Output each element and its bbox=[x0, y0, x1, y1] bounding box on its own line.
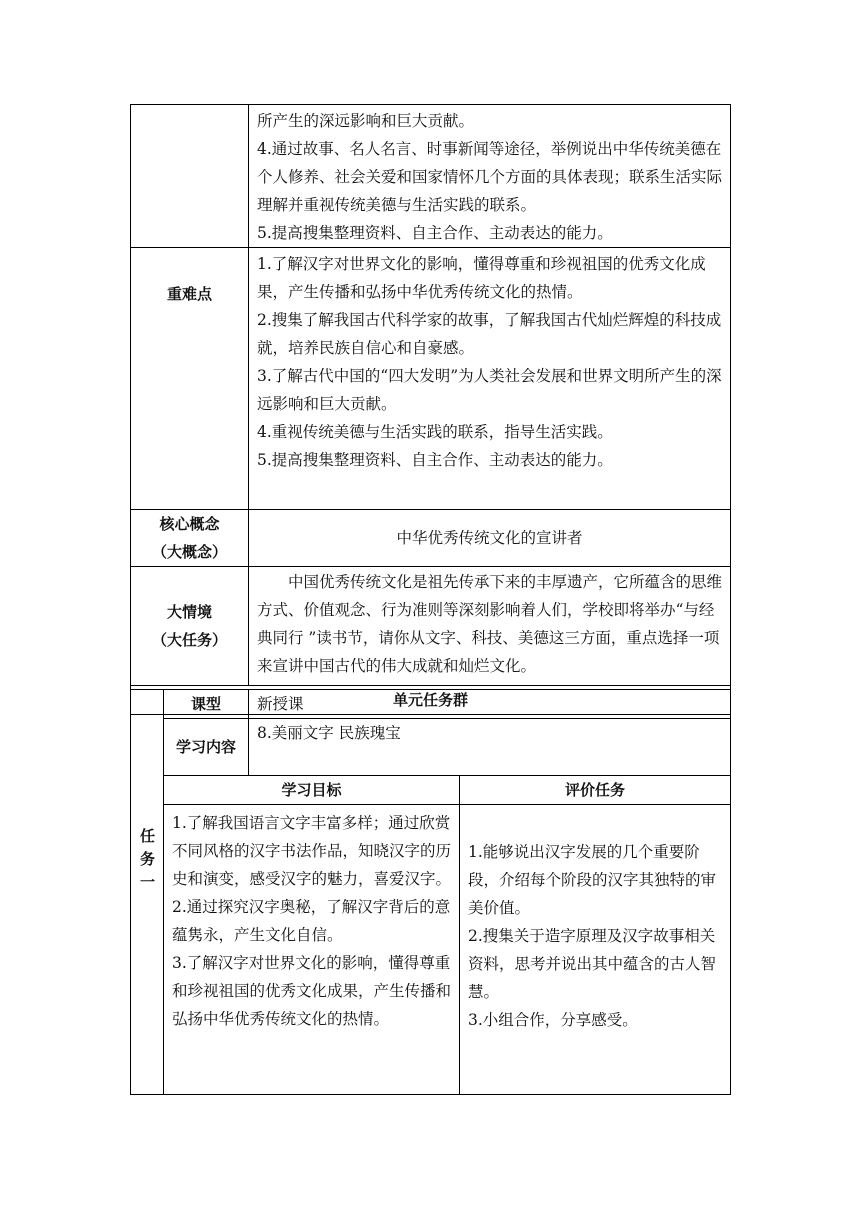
paragraph: 5.提高搜集整理资料、自主合作、主动表达的能力。 bbox=[257, 224, 613, 242]
big-context-text: 中国优秀传统文化是祖先传承下来的丰厚遗产，它所蕴含的思维方式、价值观念、行为准则等深刻影响着人们，学校即将举办“与经典同行 ”读书节，请你从文字、科技、美德这三方面，重点选择一项来宣讲中国古代的伟大成就和灿烂文化。 bbox=[249, 567, 731, 686]
big-context-label: 大情境 （大任务） bbox=[131, 567, 249, 686]
eval-item: 1.能够说出汉字发展的几个重要阶段，介绍每个阶段的汉字其独特的审美价值。 bbox=[468, 842, 717, 917]
paragraph: 所产生的深远影响和巨大贡献。 bbox=[257, 112, 475, 130]
paragraph: 4.重视传统美德与生活实践的联系，指导生活实践。 bbox=[257, 423, 613, 441]
lesson-type-value: 新授课 bbox=[249, 690, 731, 719]
learning-goals-header: 学习目标 bbox=[164, 776, 460, 805]
core-concept-row bbox=[131, 510, 731, 567]
task-one-header-row bbox=[131, 776, 731, 805]
paragraph: 5.提高搜集整理资料、自主合作、主动表达的能力。 bbox=[257, 451, 613, 469]
paragraph: 4.通过故事、名人名言、时事新闻等途径，举例说出中华传统美德在个人修养、社会关爱和国家情怀几个方面的具体表现；联系生活实际理解并重视传统美德与生活实践的联系。 bbox=[257, 140, 723, 214]
goal-item: 1.了解我国语言文字丰富多样；通过欣赏不同风格的汉字书法作品，知晓汉字的历史和演变，感受汉字的魅力，喜爱汉字。 bbox=[172, 814, 452, 888]
learning-content-value: 8.美丽文字 民族瑰宝 bbox=[249, 719, 731, 776]
objectives-continued-row bbox=[131, 105, 731, 248]
core-concept-value: 中华优秀传统文化的宣讲者 bbox=[249, 510, 731, 567]
eval-item: 3.小组合作，分享感受。 bbox=[468, 1010, 638, 1029]
paragraph: 1.了解汉字对世界文化的影响，懂得尊重和珍视祖国的优秀文化成果，产生传播和弘扬中华优秀传统文化的热情。 bbox=[257, 255, 706, 301]
objectives-continued-cell bbox=[249, 105, 731, 248]
task-one-table bbox=[130, 689, 731, 1095]
evaluation-tasks-header: 评价任务 bbox=[460, 776, 731, 805]
unit-plan-table bbox=[130, 104, 731, 715]
lesson-type-label: 课型 bbox=[164, 690, 249, 719]
goal-item: 2.通过探究汉字奥秘，了解汉字背后的意蕴隽永，产生文化自信。 bbox=[172, 898, 451, 944]
paragraph: 3.了解古代中国的“四大发明”为人类社会发展和世界文明所产生的深远影响和巨大贡献。 bbox=[257, 367, 722, 413]
key-points-label: 重难点 bbox=[131, 248, 249, 510]
eval-item: 2.搜集关于造字原理及汉字故事相关资料，思考并说出其中蕴含的古人智慧。 bbox=[468, 926, 717, 1001]
task-group-title: 单元任务群 bbox=[131, 686, 731, 715]
empty-label-cell bbox=[131, 105, 249, 248]
lesson-type-row bbox=[131, 690, 731, 719]
key-points-row bbox=[131, 248, 731, 510]
paragraph: 2.搜集了解我国古代科学家的故事，了解我国古代灿烂辉煌的科技成就，培养民族自信心和自豪感。 bbox=[257, 311, 722, 357]
big-context-row bbox=[131, 567, 731, 686]
task-one-content-row bbox=[131, 805, 731, 1095]
core-concept-label: 核心概念 （大概念） bbox=[131, 510, 249, 567]
evaluation-tasks-cell bbox=[460, 805, 731, 1095]
learning-content-label: 学习内容 bbox=[164, 719, 249, 776]
learning-content-row bbox=[131, 719, 731, 776]
task-one-label: 任务一 bbox=[131, 690, 164, 1095]
key-points-cell bbox=[249, 248, 731, 510]
learning-goals-cell bbox=[164, 805, 460, 1095]
goal-item: 3.了解汉字对世界文化的影响，懂得尊重和珍视祖国的优秀文化成果，产生传播和弘扬中华优秀传统文化的热情。 bbox=[172, 954, 452, 1028]
